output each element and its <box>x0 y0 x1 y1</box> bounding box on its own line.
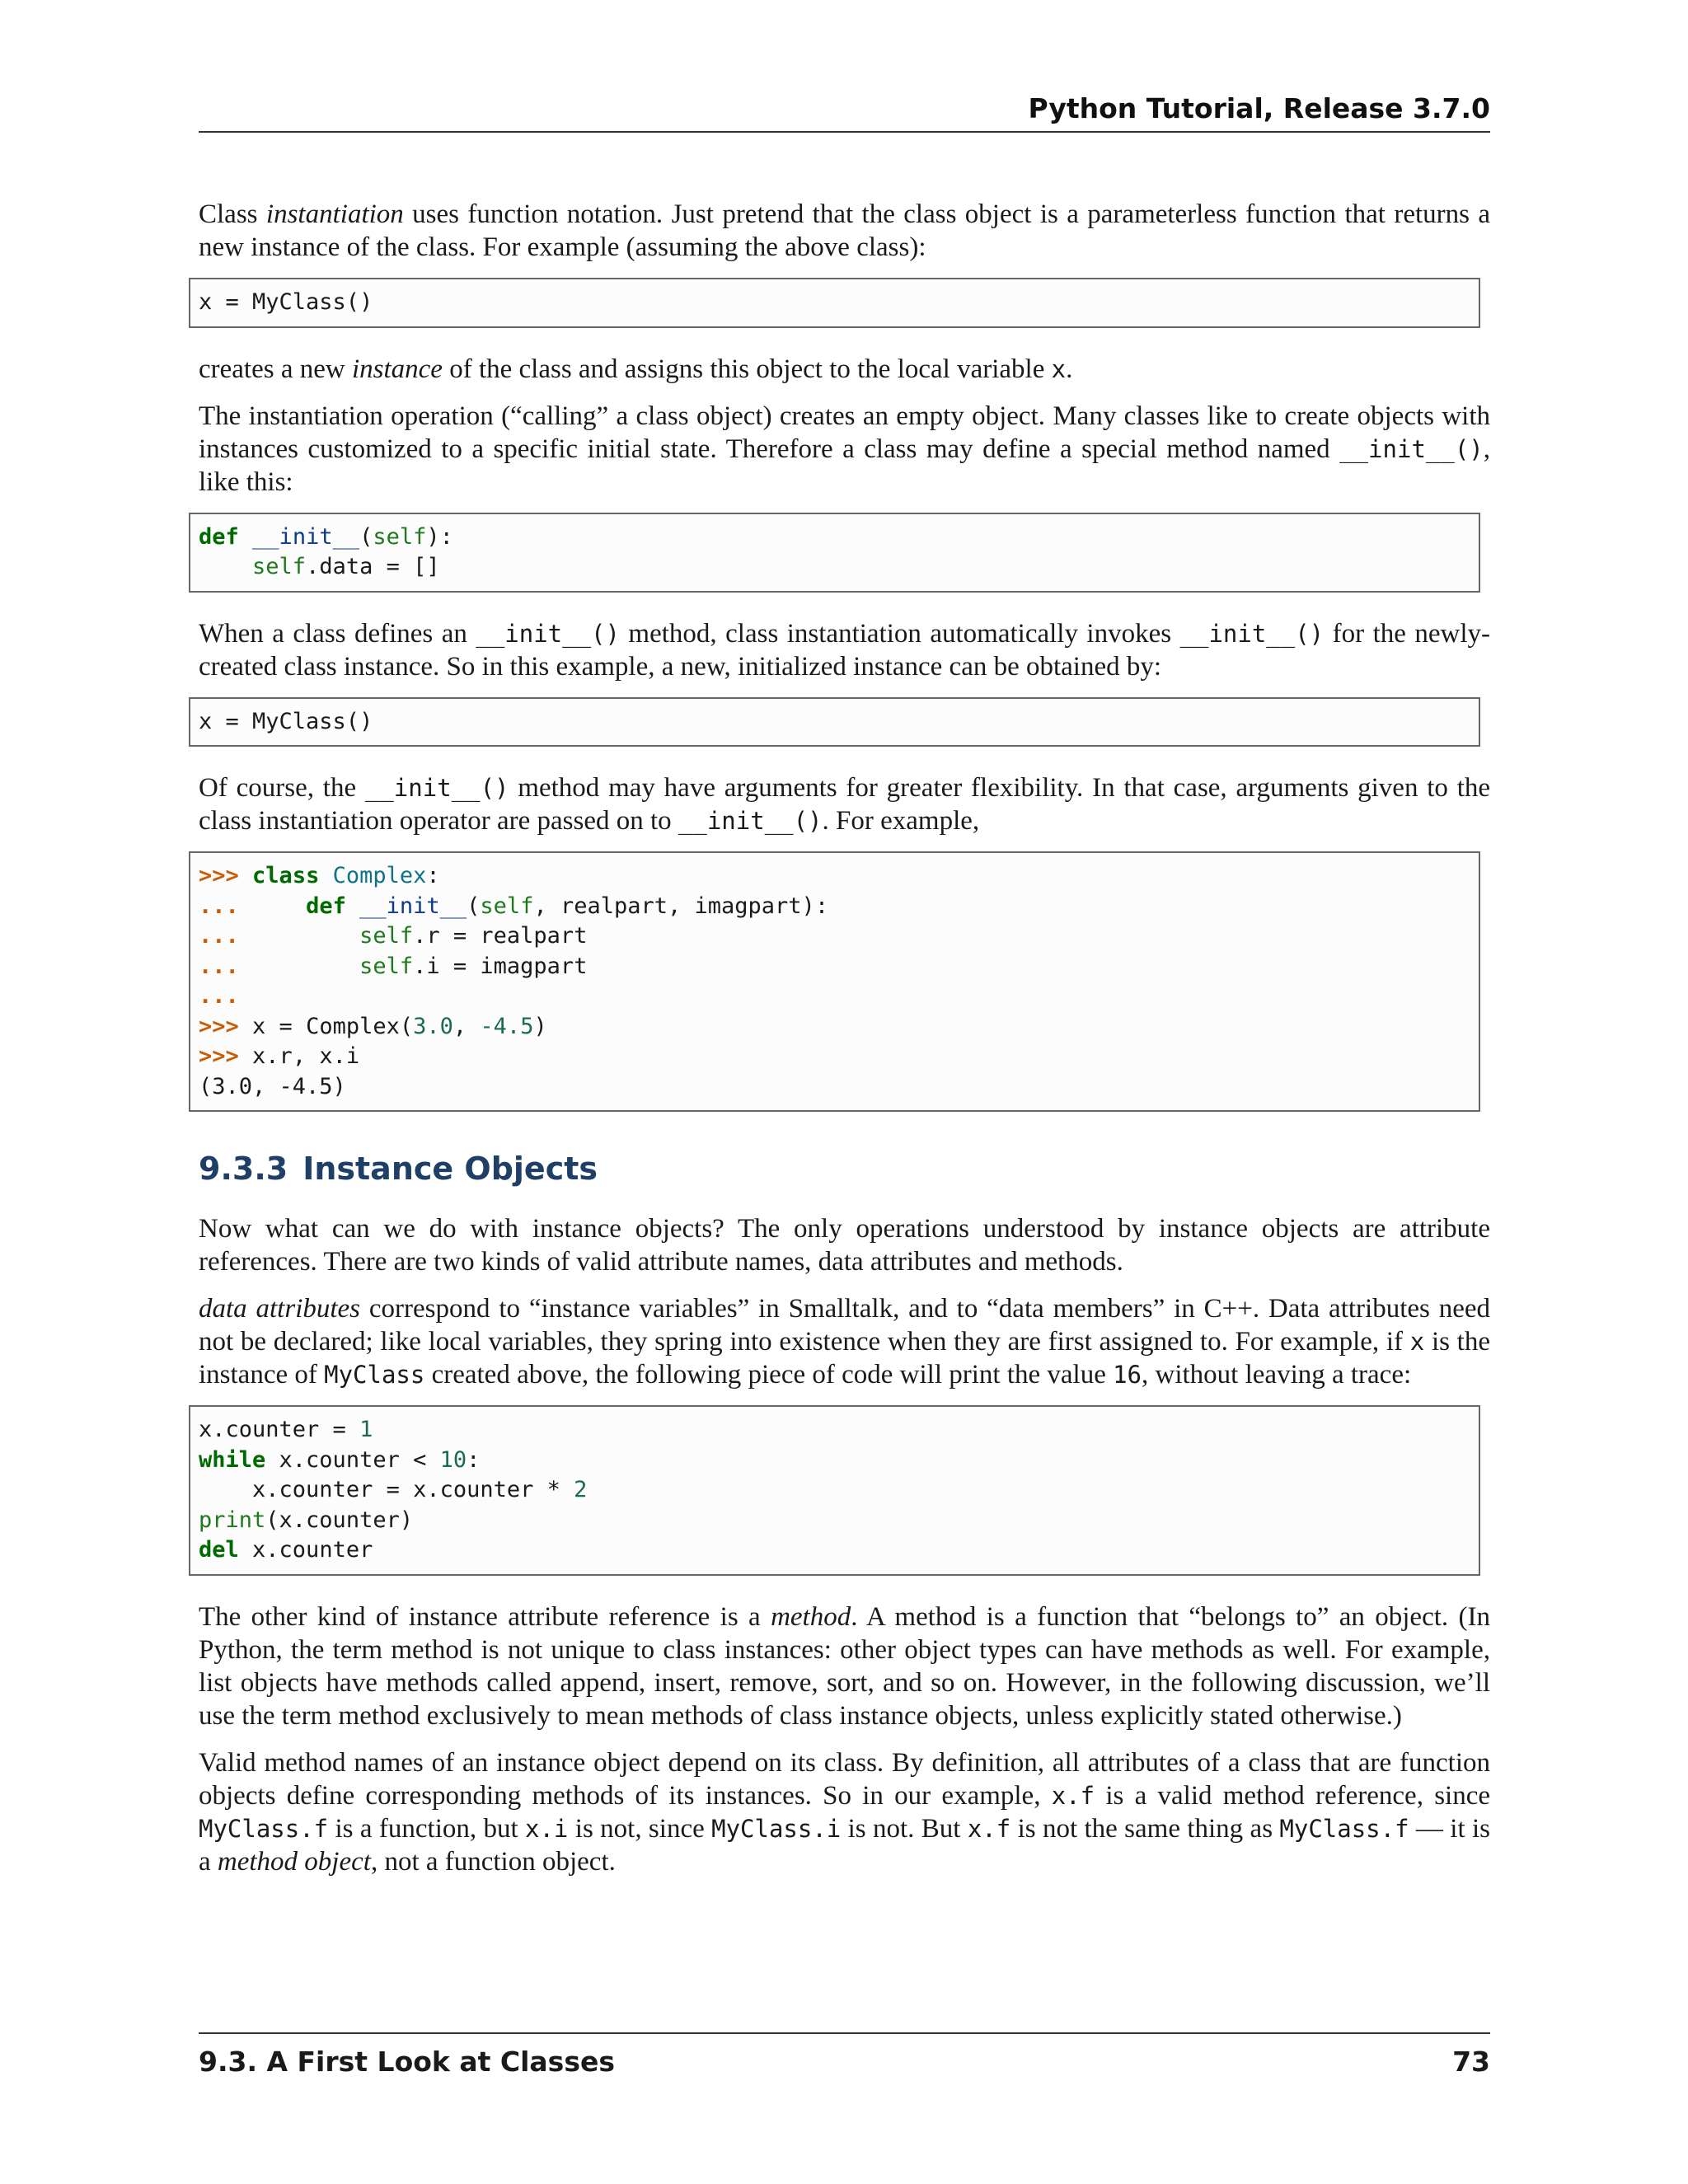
code-line: del x.counter <box>199 1537 373 1563</box>
code-block <box>189 513 1480 593</box>
code-line: x = MyClass() <box>199 289 373 315</box>
section-title: Instance Objects <box>302 1151 598 1187</box>
code-line: ... self.r = realpart <box>199 923 588 949</box>
code-line: ... self.i = imagpart <box>199 953 588 979</box>
paragraph: Class instantiation uses function notation. Just pretend that the class object is a parameterless function that returns a new instance of the class. For example (assuming the above class): <box>199 199 1491 262</box>
code-line: self.data = [] <box>252 554 440 579</box>
paragraph: When a class defines an __init__() method, class instantiation automatically invokes __init__() for the newly-created class instance. So in this example, a new, initialized instance can be obtained by: <box>199 618 1490 682</box>
running-header <box>199 92 1490 133</box>
paragraph: Of course, the __init__() method may have arguments for greater flexibility. In that case, arguments given to the class instantiation operator are passed on to __init__(). For example, <box>199 773 1491 836</box>
code-line: while x.counter < 10: <box>199 1446 481 1473</box>
paragraph: data attributes correspond to “instance variables” in Smalltalk, and to “data members” in C++. Data attributes need not be declared; like local variables, they spring into existence when they are first assigned to. For example, if x is the instance of MyClass created above, the following piece of code will print the value 16, without leaving a trace: <box>199 1294 1490 1390</box>
section-number: 9.3.3 <box>199 1151 288 1187</box>
paragraph: Now what can we do with instance objects? The only operations understood by instance objects are attribute references. There are two kinds of valid attribute names, data attributes and methods. <box>199 1214 1490 1277</box>
footer-section: 9.3. A First Look at Classes <box>199 2046 615 2078</box>
section-heading <box>199 1148 1490 1189</box>
code-line: print(x.counter) <box>199 1507 414 1533</box>
code-line: >>> x = Complex(3.0, -4.5) <box>199 1013 547 1039</box>
code-line: >>> x.r, x.i <box>199 1043 360 1069</box>
code-line: ... <box>199 983 239 1009</box>
code-line: x.counter = x.counter * 2 <box>252 1477 588 1502</box>
paragraph: The other kind of instance attribute reference is a method. A method is a function that “belongs to” an object. (In Python, the term method is not unique to class instances: other object types can have methods as well. For example, list objects have methods called append, insert, remove, sort, and so on. However, in the following discussion, we’ll use the term method exclusively to mean methods of class instance objects, unless explicitly stated otherwise.) <box>199 1601 1490 1731</box>
code-line: x.counter = 1 <box>199 1417 373 1442</box>
paragraph: Valid method names of an instance object depend on its class. By definition, all attributes of a class that are function objects define corresponding methods of its instances. So in our example, x.f is a valid method reference, since MyClass.f is a function, but x.i is not, since MyClass.i is not. But x.f is not the same thing as MyClass.f — it is a method object, not a function object. <box>199 1747 1490 1877</box>
paragraph: creates a new instance of the class and assigns this object to the local variable x. <box>199 354 1073 384</box>
code-line: def __init__(self): <box>199 523 453 550</box>
code-line: (3.0, -4.5) <box>199 1073 346 1099</box>
paragraph: The instantiation operation (“calling” a class object) creates an empty object. Many classes like to create objects with instances customized to a specific initial state. Therefore a class may define a special method named __init__(), like this: <box>199 401 1490 497</box>
code-block <box>189 697 1480 748</box>
page-body <box>199 198 1490 1892</box>
document-page <box>199 0 1490 2184</box>
code-block <box>189 1405 1480 1576</box>
page-number: 73 <box>1452 2046 1490 2078</box>
header-title: Python Tutorial, Release 3.7.0 <box>1028 92 1490 124</box>
code-line: ... def __init__(self, realpart, imagpart): <box>199 893 829 919</box>
code-block <box>189 278 1480 328</box>
code-line: >>> class Complex: <box>199 863 440 888</box>
running-footer <box>199 2032 1490 2083</box>
code-line: x = MyClass() <box>199 708 373 734</box>
code-block <box>189 851 1480 1112</box>
